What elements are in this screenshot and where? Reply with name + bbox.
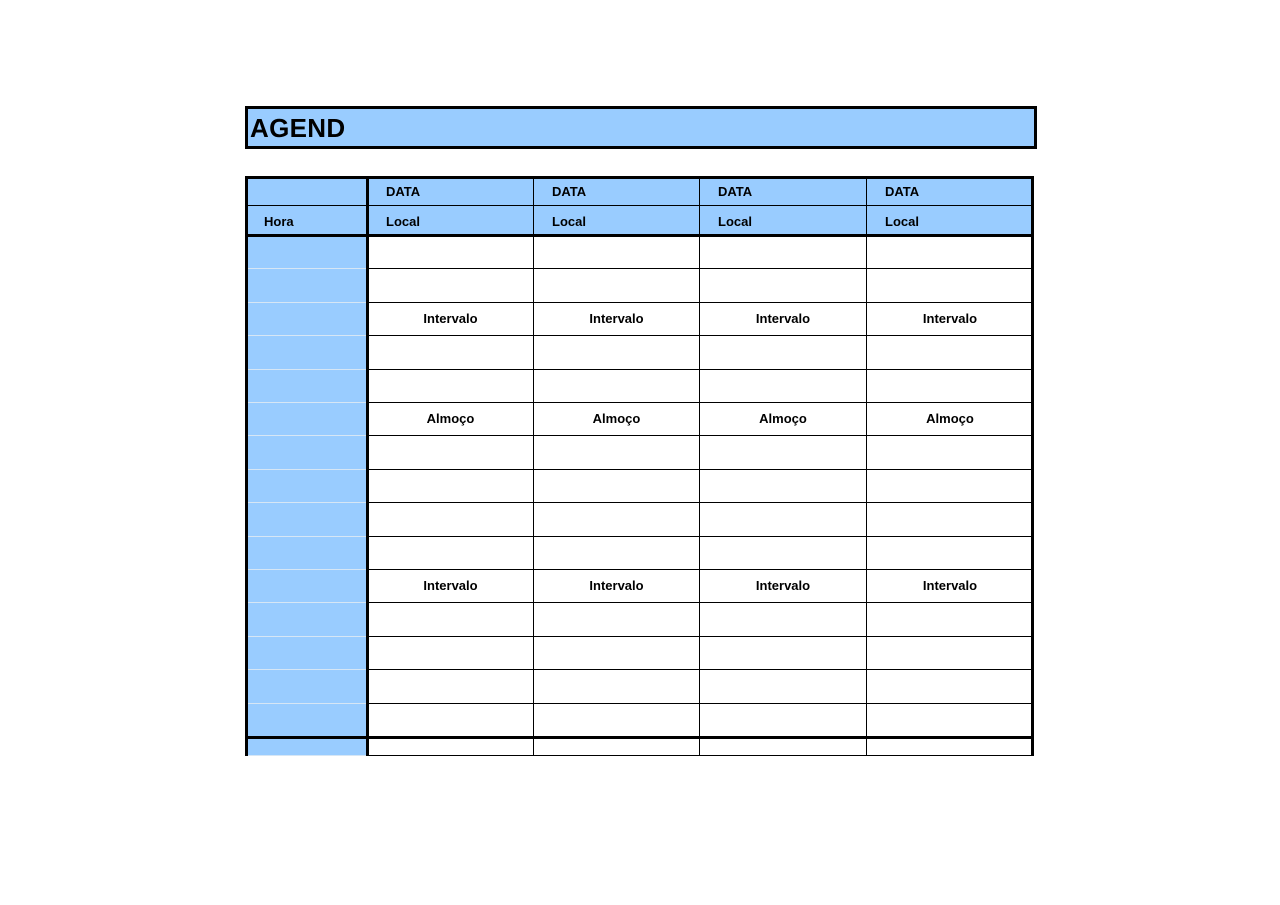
table-top-border: [245, 176, 1034, 179]
schedule-cell[interactable]: [700, 503, 867, 536]
schedule-cell[interactable]: [700, 704, 867, 737]
hora-cell[interactable]: [245, 737, 368, 756]
schedule-cell[interactable]: [368, 537, 534, 570]
schedule-cell[interactable]: [534, 637, 700, 670]
schedule-cell[interactable]: [867, 637, 1034, 670]
section-divider-border: [245, 736, 1034, 739]
date-header-label: DATA: [718, 184, 753, 199]
place-header-label: Local: [386, 214, 420, 229]
schedule-cell[interactable]: [534, 603, 700, 636]
schedule-cell[interactable]: [534, 470, 700, 503]
schedule-cell[interactable]: Intervalo: [867, 303, 1034, 336]
hora-cell[interactable]: [245, 537, 368, 570]
hora-column-divider: [366, 176, 369, 756]
hora-cell[interactable]: [245, 637, 368, 670]
schedule-cell[interactable]: [867, 503, 1034, 536]
page-title: AGEND: [250, 113, 346, 143]
schedule-cell[interactable]: [867, 603, 1034, 636]
schedule-cell[interactable]: [368, 670, 534, 703]
hora-cell[interactable]: [245, 570, 368, 603]
schedule-cell[interactable]: [534, 503, 700, 536]
hora-cell[interactable]: [245, 269, 368, 302]
schedule-cell[interactable]: [700, 269, 867, 302]
place-header-cell[interactable]: [867, 206, 1034, 236]
schedule-cell[interactable]: [700, 637, 867, 670]
schedule-cell[interactable]: [700, 436, 867, 469]
hora-header-cell: [245, 206, 368, 236]
schedule-cell[interactable]: [534, 370, 700, 403]
schedule-cell[interactable]: [867, 436, 1034, 469]
date-header-label: DATA: [552, 184, 587, 199]
schedule-cell[interactable]: [368, 269, 534, 302]
schedule-cell[interactable]: [700, 370, 867, 403]
schedule-cell[interactable]: [867, 336, 1034, 369]
date-header-cell[interactable]: [700, 176, 867, 206]
schedule-cell[interactable]: Almoço: [368, 403, 534, 436]
schedule-cell[interactable]: [368, 370, 534, 403]
schedule-cell[interactable]: [368, 236, 534, 269]
schedule-cell[interactable]: [867, 269, 1034, 302]
table-left-border: [245, 176, 248, 756]
schedule-cell[interactable]: [700, 336, 867, 369]
schedule-cell[interactable]: [867, 704, 1034, 737]
hora-cell[interactable]: [245, 603, 368, 636]
schedule-cell[interactable]: [867, 737, 1034, 756]
schedule-cell[interactable]: [700, 670, 867, 703]
hora-cell[interactable]: [245, 336, 368, 369]
schedule-cell[interactable]: [700, 236, 867, 269]
hora-cell[interactable]: [245, 303, 368, 336]
schedule-cell[interactable]: [867, 670, 1034, 703]
date-header-label: DATA: [885, 184, 920, 199]
schedule-cell[interactable]: [368, 704, 534, 737]
schedule-cell[interactable]: [534, 436, 700, 469]
date-header-cell[interactable]: [368, 176, 534, 206]
schedule-cell[interactable]: Intervalo: [368, 570, 534, 603]
schedule-cell[interactable]: [534, 537, 700, 570]
schedule-cell[interactable]: Intervalo: [534, 570, 700, 603]
date-header-cell[interactable]: [867, 176, 1034, 206]
schedule-cell[interactable]: [368, 503, 534, 536]
schedule-cell[interactable]: [867, 370, 1034, 403]
schedule-cell[interactable]: [368, 637, 534, 670]
table-right-border: [1031, 176, 1034, 756]
schedule-cell[interactable]: [534, 704, 700, 737]
place-header-cell[interactable]: [534, 206, 700, 236]
schedule-cell[interactable]: [867, 236, 1034, 269]
schedule-cell[interactable]: Intervalo: [534, 303, 700, 336]
hora-cell[interactable]: [245, 436, 368, 469]
schedule-cell[interactable]: [700, 603, 867, 636]
schedule-cell[interactable]: Intervalo: [700, 570, 867, 603]
schedule-cell[interactable]: [700, 470, 867, 503]
schedule-cell[interactable]: [534, 737, 700, 756]
schedule-cell[interactable]: [867, 470, 1034, 503]
schedule-cell[interactable]: [368, 737, 534, 756]
schedule-cell[interactable]: [534, 236, 700, 269]
place-header-label: Local: [552, 214, 586, 229]
schedule-cell[interactable]: Intervalo: [867, 570, 1034, 603]
agenda-title-bar: [245, 106, 1037, 149]
schedule-cell[interactable]: [534, 336, 700, 369]
schedule-cell[interactable]: [368, 603, 534, 636]
schedule-cell[interactable]: [368, 470, 534, 503]
place-header-label: Local: [718, 214, 752, 229]
hora-cell[interactable]: [245, 670, 368, 703]
schedule-cell[interactable]: Almoço: [534, 403, 700, 436]
schedule-cell[interactable]: [700, 737, 867, 756]
schedule-cell[interactable]: Almoço: [867, 403, 1034, 436]
place-header-cell[interactable]: [368, 206, 534, 236]
hora-cell[interactable]: [245, 704, 368, 737]
date-header-label: DATA: [386, 184, 421, 199]
schedule-cell[interactable]: [867, 537, 1034, 570]
schedule-cell[interactable]: [368, 436, 534, 469]
hora-cell[interactable]: [245, 470, 368, 503]
hora-header-label: Hora: [264, 214, 294, 229]
schedule-cell[interactable]: [368, 336, 534, 369]
header-bottom-border: [245, 234, 1034, 237]
schedule-cell[interactable]: Almoço: [700, 403, 867, 436]
schedule-cell[interactable]: Intervalo: [368, 303, 534, 336]
date-header-cell[interactable]: [534, 176, 700, 206]
schedule-cell[interactable]: [700, 537, 867, 570]
hora-cell[interactable]: [245, 370, 368, 403]
corner-cell: [245, 176, 368, 206]
schedule-cell[interactable]: [534, 670, 700, 703]
place-header-label: Local: [885, 214, 919, 229]
hora-cell[interactable]: [245, 503, 368, 536]
schedule-cell[interactable]: [534, 269, 700, 302]
place-header-cell[interactable]: [700, 206, 867, 236]
schedule-cell[interactable]: Intervalo: [700, 303, 867, 336]
hora-cell[interactable]: [245, 403, 368, 436]
schedule-table: [245, 176, 1034, 756]
hora-cell[interactable]: [245, 236, 368, 269]
